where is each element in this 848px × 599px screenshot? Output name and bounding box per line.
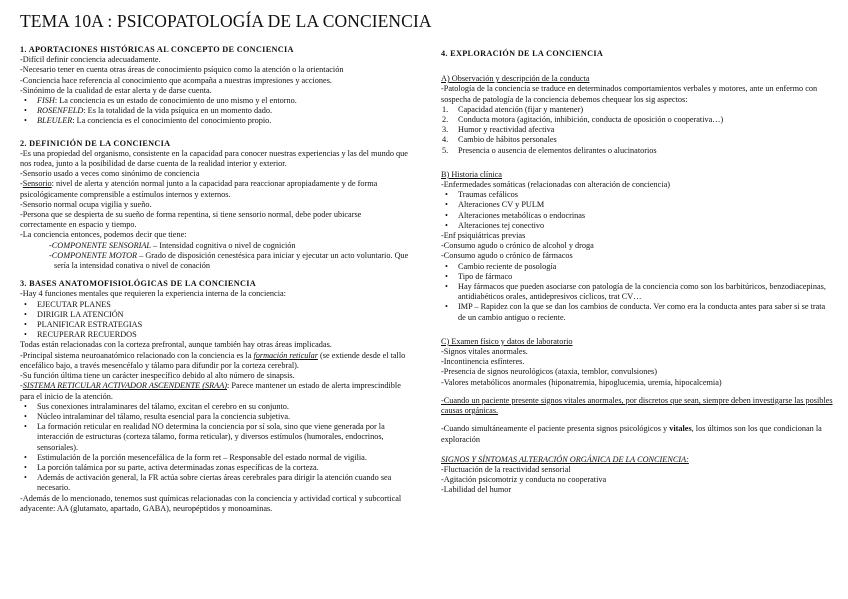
list-item: • La porción talámica por su parte, activa determinadas zonas específicas de la corteza.	[20, 463, 410, 473]
section-4-heading: 4. EXPLORACIÓN DE LA CONCIENCIA	[441, 49, 604, 58]
functions-list	[20, 300, 410, 341]
text-fragment: , los últimos son los que condicionan la exploración	[441, 424, 822, 444]
text-line: Todas están relacionadas con la corteza prefrontal, aunque también hay otras áreas implicadas.	[20, 340, 332, 350]
text-line: -Sensorio: nivel de alerta y atención normal junto a la capacidad para reaccionar apropiadamente y de forma psicológicamente comprensible a estímulos internos y externos.	[20, 179, 378, 199]
list-item: • Alteraciones metabólicas o endocrinas	[441, 211, 833, 221]
list-item: • Cambio reciente de posología	[441, 262, 833, 272]
text-line: -Hay 4 funciones mentales que requieren la experiencia interna de la conciencia:	[20, 289, 286, 299]
reticular-term: formación reticular	[253, 350, 318, 360]
list-item: • Alteraciones CV y PULM	[441, 200, 833, 210]
text-line: -Es una propiedad del organismo, consistente en la capacidad para conocer nuestras experiencias y las del mundo que nos rodea, junto a la posibilidad de darse cuenta de la realidad interior y exterior.	[20, 148, 408, 169]
list-item-text: Presencia o ausencia de elementos delirantes o alucinatorios	[458, 145, 657, 155]
list-item: • Hay fármacos que pueden asociarse con patología de la conciencia como son los barbitúricos, benzodiacepinas, antidiabéticos orales, antidepresivos cíclicos, trat CV…	[441, 282, 833, 302]
author-definition: : Es la totalidad de la vida psíquica en un momento dado.	[83, 106, 273, 116]
text-line: -Enf psiquiátricas previas	[441, 231, 526, 241]
section-2-heading: 2. DEFINICIÓN DE LA CONCIENCIA	[20, 138, 171, 148]
text-line: -Sensorio normal ocupa vigilia y sueño.	[20, 199, 152, 209]
component-text: – Intensidad cognitiva o nivel de cognición	[150, 240, 296, 250]
author-name: BLEULER	[37, 116, 73, 126]
text-line: -Persona que se despierta de su sueño de forma repentina, si tiene sensorio normal, debe poder ubicarse correctamente en espacio y tiempo.	[20, 210, 362, 230]
text-line: -Agitación psicomotriz y conducta no cooperativa	[441, 475, 607, 485]
author-name: ROSENFELD	[37, 106, 84, 116]
vitales-term: vitales	[669, 424, 692, 434]
text-line: -Presencia de signos neurológicos (ataxia, temblor, convulsiones)	[441, 367, 657, 377]
text-line: -Consumo agudo o crónico de fármacos	[441, 251, 573, 261]
text-line	[441, 424, 833, 444]
list-item: • RECUPERAR RECUERDOS	[20, 330, 410, 340]
component-item: -COMPONENTE MOTOR – Grado de disposición cenestésica para iniciar y ejecutar un acto voluntario. Que sería la intensidad conativa o nivel de conación	[49, 250, 409, 271]
list-item: • Sus conexiones intralaminares del tálamo, excitan el cerebro en su conjunto.	[20, 402, 410, 412]
author-definition: : La conciencia es un estado de conocimiento de uno mismo y el entorno.	[54, 96, 297, 106]
author-definition: : La conciencia es el conocimiento del conocimiento propio.	[72, 116, 272, 126]
subsection-c-title: C) Examen físico y datos de laboratorio	[441, 336, 573, 346]
list-item	[20, 96, 410, 106]
list-item-text: Conducta motora (agitación, inhibición, conducta de oposición o cooperativa…)	[458, 115, 724, 125]
section-3-heading: 3. BASES ANATOMOFISIOLÓGICAS DE LA CONCIENCIA	[20, 279, 256, 289]
sensorio-definition: : nivel de alerta y atención normal junto a la capacidad para reaccionar apropiadamente y de forma psicológicamente comprensible a estímulos internos y externos.	[20, 179, 378, 199]
list-item: • IMP – Rapidez con la que se dan los cambios de conducta. Ver como era la conducta antes para saber si se trata de un cambio antiguo o reciente.	[441, 302, 833, 322]
left-column	[20, 45, 410, 514]
list-item: • PLANIFICAR ESTRATEGIAS	[20, 320, 410, 330]
list-item: • DIRIGIR LA ATENCIÓN	[20, 310, 410, 320]
list-item: 1. Capacidad atención (fijar y mantener)	[442, 104, 584, 114]
somatic-list	[441, 190, 833, 231]
list-item: • Alteraciones tej conectivo	[441, 221, 833, 231]
list-item: 2. Conducta motora (agitación, inhibición, conducta de oposición o cooperativa…)	[442, 115, 724, 125]
sensorio-term: Sensorio	[22, 179, 52, 189]
text-line: -Sensorio usado a veces como sinónimo de conciencia	[20, 169, 200, 179]
text-line: -Incontinencia esfínteres.	[441, 357, 525, 367]
text-line: -Patología de la conciencia se traduce en determinados comportamientos verbales y motores, ante un enfermo con sospecha de patología de la conciencia debemos chequear los sig aspectos:	[441, 84, 818, 104]
subsection-b-title: B) Historia clínica	[441, 169, 502, 179]
text-line: -Conciencia hace referencia al conocimiento que acompaña a nuestras impresiones y acciones.	[20, 75, 332, 85]
text-line: -Su función última tiene un carácter inespecífico debido al alto número de sinapsis.	[20, 371, 295, 381]
text-line: -Consumo agudo o crónico de alcohol y droga	[441, 241, 594, 251]
component-text: – Grado de disposición cenestésica para iniciar y ejecutar un acto voluntario. Que sería la intensidad conativa o nivel de conación	[54, 250, 409, 271]
warning-line: -Cuando un paciente presente signos vitales anormales, por discretos que sean, siempre deben investigarse las posibles causas orgánicas.	[441, 395, 833, 416]
text-line: -Valores metabólicos anormales (hiponatremia, hipoglucemia, uremia, hipocalcemia)	[441, 377, 722, 387]
authors-list	[20, 96, 410, 127]
author-name: FISH	[37, 96, 55, 106]
list-item: • Núcleo intralaminar del tálamo, resulta esencial para la conciencia subjetiva.	[20, 412, 410, 422]
list-item	[20, 106, 410, 116]
subsection-d-title: SIGNOS Y SÍNTOMAS ALTERACIÓN ORGÁNICA DE LA CONCIENCIA:	[441, 454, 689, 464]
text-line: -Además de lo mencionado, tenemos sust químicas relacionadas con la conciencia y actividad cortical y subcortical adyacente: AA (glutamato, apartado, GABA), neuropéptidos y monoaminas.	[20, 493, 402, 513]
list-item-text: Cambio de hábitos personales	[458, 135, 557, 145]
list-item: • Además de activación general, la FR actúa sobre ciertas áreas cerebrales para dirigir la atención cuando sea necesario.	[20, 473, 410, 493]
sraa-term: SISTEMA RETICULAR ACTIVADOR ASCENDENTE (SRAA)	[22, 381, 228, 391]
list-item-text: Capacidad atención (fijar y mantener)	[458, 104, 584, 114]
text-fragment: : Parece mantener un estado de alerta imprescindible para el inicio de la atención.	[20, 381, 401, 401]
text-fragment: -Cuando simultáneamente el paciente presenta signos psicológicos y	[441, 424, 670, 434]
list-item: 5. Presencia o ausencia de elementos delirantes o alucinatorios	[442, 145, 657, 155]
right-column	[441, 49, 833, 496]
text-line: -SISTEMA RETICULAR ACTIVADOR ASCENDENTE (SRAA): Parece mantener un estado de alerta imprescindible para el inicio de la atención.	[20, 381, 401, 401]
list-item: 3. Humor y reactividad afectiva	[442, 125, 555, 135]
text-line: -Difícil definir conciencia adecuadamente.	[20, 55, 161, 65]
reticular-list	[20, 402, 410, 494]
component-item: -COMPONENTE SENSORIAL – Intensidad cognitiva o nivel de cognición	[49, 240, 296, 250]
text-line: -La conciencia entonces, podemos decir que tiene:	[20, 230, 187, 240]
text-fragment: (se extiende desde el tallo encefálico bajo, a través mesencéfalo y tálamo para difundir por la corteza cerebral).	[20, 350, 406, 370]
list-item: • Estimulación de la porción mesencefálica de la form ret – Responsable del estado normal de vigilia.	[20, 453, 410, 463]
text-line: -Sinónimo de la cualidad de estar alerta y de darse cuenta.	[20, 85, 212, 95]
text-line: -Enfermedades somáticas (relacionadas con alteración de conciencia)	[441, 180, 671, 190]
text-line: -Fluctuación de la reactividad sensorial	[441, 464, 571, 474]
text-line	[20, 351, 410, 371]
list-item: • EJECUTAR PLANES	[20, 300, 410, 310]
text-line: -Labilidad del humor	[441, 485, 512, 495]
page-title: TEMA 10A : PSICOPATOLOGÍA DE LA CONCIENCIA	[20, 11, 432, 31]
text-line: -Necesario tener en cuenta otras áreas de conocimiento psíquico como la atención o la orientación	[20, 65, 344, 75]
drugs-list	[441, 262, 833, 323]
list-item	[20, 116, 410, 126]
list-item-text: Humor y reactividad afectiva	[458, 125, 555, 135]
list-item: • Tipo de fármaco	[441, 272, 833, 282]
section-1-heading: 1. APORTACIONES HISTÓRICAS AL CONCEPTO DE CONCIENCIA	[20, 45, 294, 54]
component-name: COMPONENTE SENSORIAL	[51, 240, 151, 250]
list-item: • La formación reticular en realidad NO determina la conciencia por sí sola, sino que viene generada por la interacción de estructuras (corteza tálamo, forma reticular), y diversos estímulos (humorales, endocrinos, sensoriales).	[20, 422, 410, 453]
component-name: COMPONENTE MOTOR	[51, 250, 138, 260]
text-line: -Signos vitales anormales.	[441, 347, 528, 357]
conduct-list	[441, 105, 833, 156]
subsection-a-title: A) Observación y descripción de la conducta	[441, 74, 590, 84]
text-fragment: -Principal sistema neuroanatómico relacionado con la conciencia es la	[20, 350, 254, 360]
list-item: • Traumas cefálicos	[441, 190, 833, 200]
list-item: 4. Cambio de hábitos personales	[442, 135, 557, 145]
